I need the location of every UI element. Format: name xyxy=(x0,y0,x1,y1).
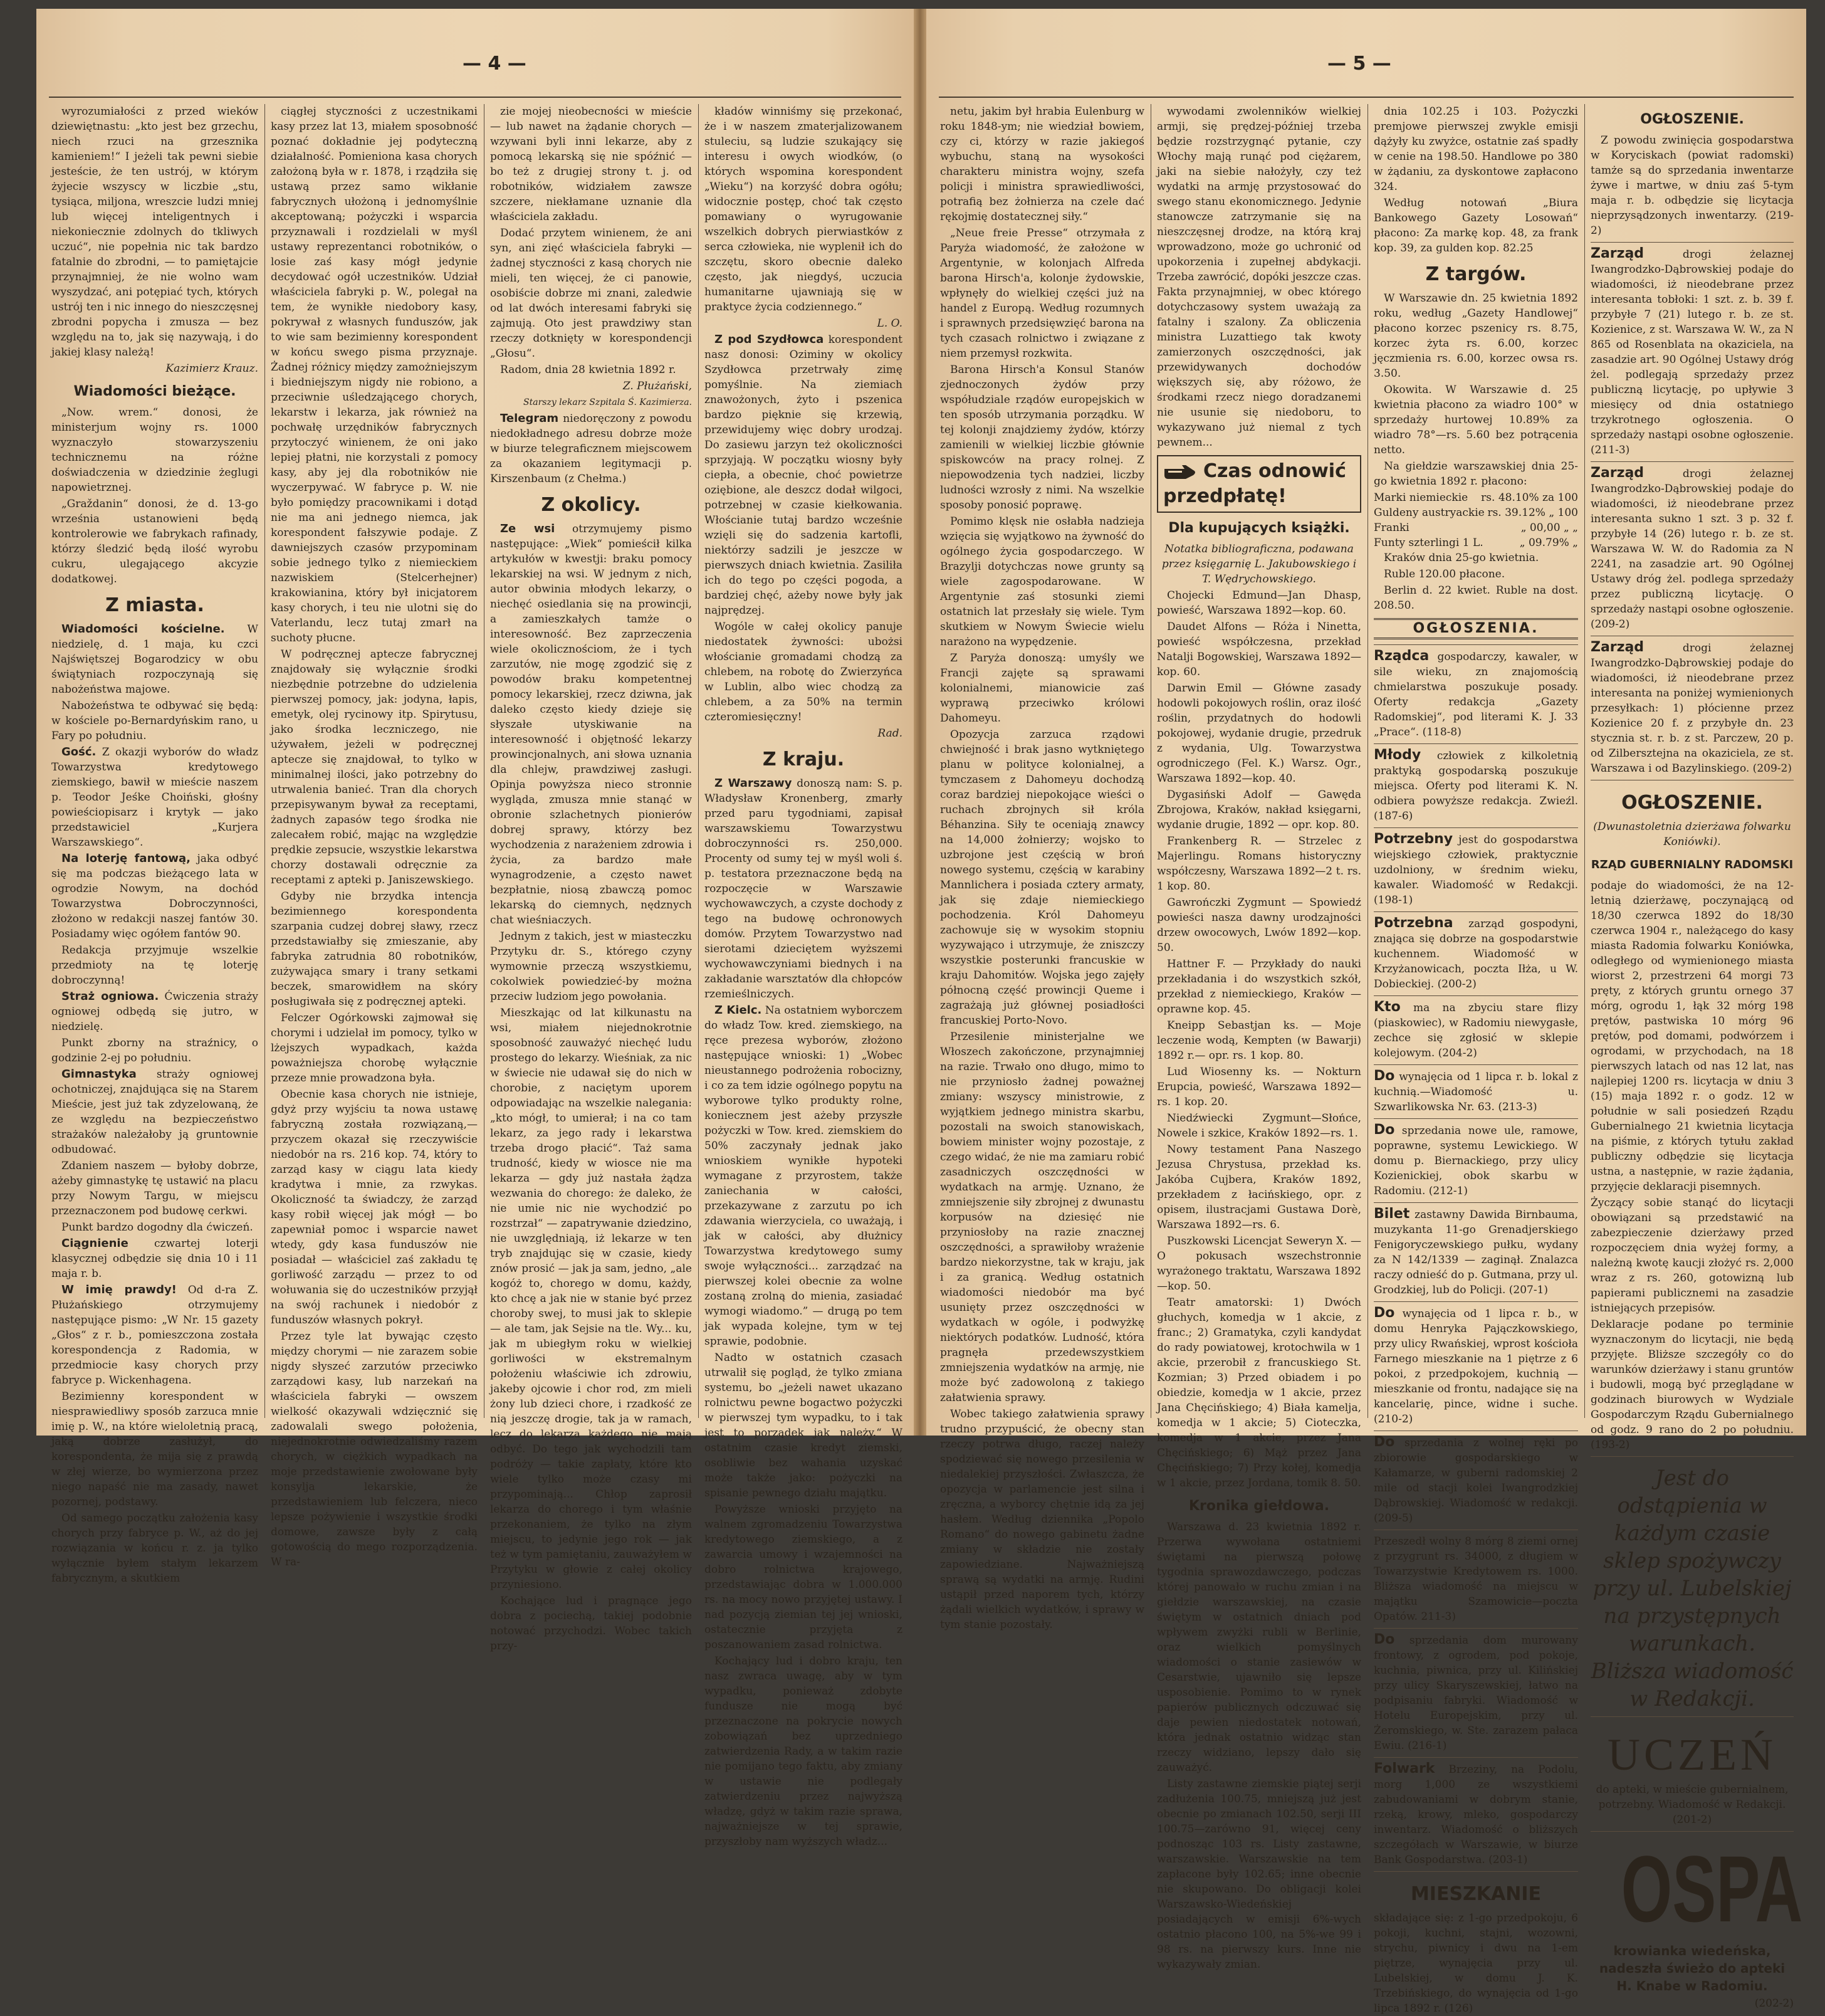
rate-name: Marki niemieckie xyxy=(1374,491,1468,504)
market-report: dnia 102.25 i 103. Pożyczki premjowe pierwszej zwykle emisji dążyły ku zwyżce, ostatnie zaś spadły w cenie na 198.50. Handlowe po 380 w żądaniu, za dyskontowe zapłacono 324. xyxy=(1374,105,1578,193)
ad-text: wynajęcia od 1 lipca r. b., w domu Henryka Pajączkowskiego, przy ulicy Rwańskiej, wprost kościoła Farnego mieszkanie na 1 piętrze z 6 pokoi, z przedpokojem, kuchnią — mieszkanie od frontu, nadające się na kancelarię, pince, widne i suche. (210-2) xyxy=(1374,1308,1578,1425)
apartment-ad xyxy=(1374,1871,1578,2016)
item-text: Mieszkając od lat kilkunastu na wsi, miałem niejednokrotnie sposobność zauważyć niechęć ludu prostego do lekarzy. Wieśniak, za nic w świecie nie udawał się do nich w chorobie, z naciętym uporem odpowiadając na wszelkie nalegania: „kto mógł, to umierał; i na co tam lekarz, za jego rady i lekarstwa trzeba drogo płacić“. Taż sama trudność, kiedy w wiosce nie ma lekarza — gdy już nastała żądza wezwania do chorego: że daleko, że nie umie nic nie wychodzić po rozstrzał“ — zapatrywanie dziedzino, nie uwzględniają, iż lekarze w ten tryb znajdując się w czasie, kiedy znów prosić — jak ja sam, jedno, „ale kogóż to, chorego w domu, każdy, kto chcę a jak nie w stanie być przez choroby swej, to musi jak to sklepie — ale tam, jak Sejsie na tle. Wy... ku, jak m ubiegłym roku w wielkiej gorliwości w ekstremalnym położeniu właściwie ich zdrowiu, jakeby ojcowie i chor rod, zm mieli żony lub dzieci chore, i rzadkość ze nią jeszczę drogie, tak ja w ramach, lecz do lekarza każdego nie mają odbyć. Do tego jak wychodzili tam podróży — takie zapłaty, które kto wiele tylko może czasy mi przypominają... Chłop zaprosił lekarza do chorego i tym właśnie przekonaniem, że tylko na złym miejscu, to jedynie jego rok — jak też w tym pamiętaniu, zauważyłem w Przytyku w głowie z całej okolicy przyniesiono. xyxy=(490,1007,692,1591)
book-entry: Lud Wiosenny ks. — Nokturn Erupcia, powieść, Warszawa 1892—rs. 1 kop. 20. xyxy=(1157,1066,1361,1108)
item-text: Wogóle w całej okolicy panuje niedostatek żywności: ubożsi włościanie gromadami chodzą za chlebem, na robotę do Zwierzyńca w Lublin, albo wiec chodzą za chlebem, a za 50% na termin czteromiesięczny! xyxy=(704,621,902,723)
classified-ad xyxy=(1374,827,1578,908)
book-entry: Dygasiński Adolf — Gawęda Zbrojowa, Kraków, nakład księgarni, wydanie drugie, 1892 — opr. kop. 80. xyxy=(1157,789,1361,831)
market-report: Na giełdzie warszawskiej dnia 25-go kwietnia 1892 r. płacono: xyxy=(1374,460,1578,488)
article-text: Barona Hirsch'a Konsul Stanów zjednoczonych żydów przy współudziale rządów europejskich w ten sposób utrzymania porządku. W tej kolonji znajdziemy żydów, którzy zamienili w wielkiej liczbie głównie spiskowców na pracy rolnej. Z niepowodzenia tych nadziei, liczby ludności wzrosły z nimi. Na wszelkie sposoby ponosić poprawę. xyxy=(940,364,1144,512)
ad-text: zarząd gospodyni, znająca się dobrze na gospodarstwie kuchennem. Wiadomość w Krzyżanowicach, poczta Iłża, u W. Dobieckiej. (200-2) xyxy=(1374,918,1578,990)
header-rule xyxy=(49,97,901,98)
column-divider xyxy=(264,104,265,1418)
market-report: Ruble 120.00 płacone. xyxy=(1384,568,1505,580)
item-text: Od samego początku założenia kasy chorych przy fabryce p. W., aż do jej rozwiązania w końcu r. z. ja tylko wyłącznie byłem stałym lekarzem fabrycznym, a skutkiem xyxy=(51,1512,258,1585)
news-item: „Now. wrem.“ donosi, że ministerjum wojny rs. 1000 wyznaczyło stowarzyszeniu technicznemu na różne doświadczenia w dziedzinie żeglugi napowietrznej. xyxy=(51,406,258,494)
left-column-4 xyxy=(704,104,902,1848)
classified-ad xyxy=(1374,1530,1578,1624)
book-entry: Chojecki Edmund—Jan Dhasp, powieść, Warszawa 1892—kop. 60. xyxy=(1157,589,1361,617)
article-text: W podręcznej aptecze fabrycznej znajdowały się wyłącznie środki niezbędnie potrzebne do udzielenia pierwszej pomocy, jak: jodyna, łapis, emetyk, olej rycinowy itp. Spirytusu, jako środka leczniczego, nie używałem, jeżeli w podręcznej aptecze się znajdował, to tylko w minimalnej ilości, jako potrzebny do utrwalenia banieć. Tran dla chorych przepisywanym bywał za receptami, żadnych zapasów tego środka nie zalecałem robić, mając na względzie prędkie zepsucie, wszystkie lekarstwa chorzy dostawali odręcznie za receptami z apteki p. Janiszewskiego. xyxy=(271,648,478,886)
article-text: Opozycja zarzuca rządowi chwiejność i brak jasno wytkniętego planu w polityce kolonialnej, a tymczasem z Dahomeyu dochodzą coraz bardziej niepokojące wieści o ruchach zbrojnych sił króla Béhanzina. Siły te oceniają znawcy na 14,000 żołnierzy; wojsko to uzbrojone jest częścią w broń nowego systemu, częścią w karabiny Mannlichera i posiada cztery armaty, jak się zdaje niemieckiego pochodzenia. Król Dahomeyu zachowuje się w wysokim stopniu wyzywająco i utrzymuje, że zniszczy wszystkie posterunki francuskie w kraju Dahomitów. Wojska jego zajęły północną część prowincji Queme i zagrażają już głównej posiadłości francuskiej Porto-Novo. xyxy=(940,728,1144,1027)
article-text: wyrozumiałości z przed wieków dziewiętnastu: „kto jest bez grzechu, niech rzuci na grzesznika kamieniem!“ I jeżeli tak pewni siebie jesteście, że ten ustrój, w którym żyjecie wszyscy w liczbie „stu, tysiąca, miljona, wreszcie ludzi mniej lub więcej inteligentnych i niekoniecznie zdolnych do tkliwych uczuć“, nie popełnia nic tak bardzo fatalnie do zbrodni, — to pamiętajcie przynajmniej, że nie wolno wam wyszydzać, ani potępiać tych, których ustrój ten i nic innego do nieszczęsnej zbrodni popycha i zmusza — bez względu na to, jak się nazywają, i do jakiej klasy należą! xyxy=(51,105,258,359)
book-entry: Gawrończki Zygmunt — Spowiedź powieści nasza dawny urodzajności drzew owocowych, Lwów 1892—kop. 50. xyxy=(1157,896,1361,954)
rate-row xyxy=(1374,490,1578,505)
column-divider xyxy=(698,104,699,1418)
apprentice-heading: UCZEŃ xyxy=(1608,1730,1777,1780)
classified-ad xyxy=(1374,743,1578,824)
ad-heading: OGŁOSZENIE. xyxy=(1640,112,1744,127)
item-text: Punkt bardzo dogodny dla ćwiczeń. xyxy=(61,1221,253,1234)
item-text: Nadto w ostatnich czasach utrwalił się pogląd, że tylko zmiana systemu, bo „jeżeli nawet ukazano rolnictwu pewne bogactwo pożyczki w pierwszej tym wypadku, to i tak jest to porządek jak należy.“ W ostatnim czasie kredyt ziemski, osobliwie bez wahania uzyskać może także jako: pożyczki na spisanie pewnego działu majątku. xyxy=(704,1352,902,1499)
classified-ad xyxy=(1591,242,1794,458)
rate-row xyxy=(1374,505,1578,520)
subscription-banner-text: Czas odnowić przedpłatę! xyxy=(1163,460,1346,507)
left-column-3 xyxy=(490,104,693,1652)
item-lead: Z Warszawy xyxy=(714,777,792,790)
item-text: Powyższe wnioski przyjęto na walnem zgromadzeniu Towarzystwa kredytowego ziemskiego, a z zawarcia umowy i wzajemności na dobro rolnictwa krajowego, przedstawiając dobra w 1.000.000 rs. na mocy nowo przyjętej ustawy. I nad pozycją ziemian tej jej wnioski, ostatecznie przyjęta z poszanowaniem zasad rolnictwa. xyxy=(704,1503,902,1651)
signature: Kazimierz Krauz. xyxy=(165,362,258,375)
ad-lead: Potrzebny xyxy=(1374,831,1453,847)
lease-notice xyxy=(1591,780,1794,1452)
ad-heading: MIESZKANIE xyxy=(1410,1883,1542,1905)
item-text: Z okazji wyborów do władz Towarzystwa kredytowego ziemskiego, bawił w mieście naszem p. Teodor Jeśke Choiński, głośny powieściopisarz i krytyk — jako przedstawiciel „Kurjera Warszawskiego“. xyxy=(51,746,259,849)
item-lead: W imię prawdy! xyxy=(61,1283,177,1296)
apprentice-ad xyxy=(1591,1716,1794,1827)
ad-subheading: (Dwunastoletnia dzierżawa folwarku Koniówki). xyxy=(1593,821,1791,848)
ad-text: drogi żelaznej Iwangrodzko-Dąbrowskiej podaje do wiadomości, iż nieodebrane przez interesanta sukno 1 szt. 3 p. 32 f. przybyłe 14 (26) lutego r. b. ze st. Warszawa W. W. do Radomia za N 2241, na zasadzie art. 90 Ogólnej Ustawy dróg żel. podlega sprzedaży przez publiczną licytację. O sprzedaży nastąpi osobne ogłoszenie. (209-2) xyxy=(1591,468,1794,631)
ad-text: gospodarczy, kawaler, w sile wieku, zn znajomością chmielarstwa poszukuje posady. Oferty redakcja „Gazety Radomskiej“, pod literami K. J. 33 „Prace“. (118-8) xyxy=(1374,651,1578,738)
ad-lead: Do xyxy=(1374,1632,1395,1647)
rate-value: „ 09.79% „ xyxy=(1519,537,1578,549)
item-text: Ćwiczenia straży ogniowej odbędą się jutro, w niedzielę. xyxy=(51,990,258,1033)
item-text: Redakcja przyjmuje wszelkie przedmioty na tę loterję dobroczynną! xyxy=(51,944,258,987)
article-text: Obecnie kasa chorych nie istnieje, gdyż przy wyjściu ta nowa ustawę fabryczną została rozwiązaną,— przyczem okazał się rzeczywiście niedobór na rs. 216 kop. 74, który to zarząd kasy w ciągu lata kiedy kradytwa i mnie, za rzwykas. Okoliczność ta świadczy, że zarząd kasy robił więcej jak mógł — bo zapewniał pomoc i wsparcie nawet wtedy, gdy kasa funduszów nie posiadał — właściciel zaś zakładu tę gorliwość zarządu — przez to od wołuwania się do uczestników przyjął na swój rachunek i niedobór z funduszów własnych pokrył. xyxy=(271,1088,478,1326)
book-entry: Teatr amatorski: 1) Dwóch głuchych, komedja w 1 akcie, z franc.; 2) Gramatyka, czyli kandydat do rady powiatowej, krotochwila w 1 akcie, przerobił z francuskiego St. Kozmian; 3) Przed obiadem i po obiedzie, komedja w 1 akcie, przez Jana Chęcińskiego; 4) Biała kamelja, komedja w 1 akcie; 5) Cioteczka, komedja w 1 akcie, przez Jana Chęcińskiego; 6) Mąż przez Jana Chęcińskiego; 7) Przy kołej, komedja w 1 akcie, przez Jordana, tomik 8. 50. xyxy=(1157,1296,1361,1489)
subheading: Notatka bibliograficzna, podawana przez księgarnię L. Jakubowskiego i T. Wędrychowskiego. xyxy=(1161,543,1357,585)
item-lead: Ze wsi xyxy=(500,522,555,535)
ad-text: ma na zbyciu stare flizy (piaskowiec), w Radomiu niewygasłe, zechce się zgłosić w sklepie kolejowym. (204-2) xyxy=(1374,1002,1578,1059)
item-lead: Gimnastyka xyxy=(61,1068,137,1081)
item-text: donoszą nam: S. p. Władysław Kronenberg, zmarły przed paru tygodniami, zapisał warszawskiemu Towarzystwu dobroczynności rs. 250,000. Procenty od sumy tej w myśl woli ś. p. testatora przeznaczone będą na rozpoczęcie w Warszawie wychowawczych, a czyste dochody z tego na budowę ochronowych domów. Przytem Towarzystwo nad sierotami dzieciętem wyższemi wychowawczyniami biednych i na zakładanie warsztatów dla chłopców rzemieślniczych. xyxy=(704,777,902,1000)
item-text: Nabożeństwa te odbywać się będą: w kościele po-Bernardyńskim rano, u Fary po południu. xyxy=(51,700,258,742)
book-entry: Hattner F. — Przykłady do nauki przekładania i do wszystkich szkół, przekład z niemieckiego, Kraków — oprawne kop. 45. xyxy=(1157,958,1361,1016)
item-text: Na ostatniem wyborczem do władz Tow. kred. ziemskiego, na ręce prezesa wyborów, złożono następujące wnioski: 1) „Wobec nieustannego podrożenia robocizny, i co za tem idzie ogólnego popytu na wyborowe tylko produkty rolne, koniecznem jest ażeby przyszłe pożyczki w Tow. kred. ziemskiem do 50% zaczynały jednak jako wnioskiem wynikłe hypoteki wymagane z przyrostem, także zaniechania w całości, przekazywane z zarzutu po ich zdawania wierzyciela, co uważają, i jak w całości, aby dłużnicy Towarzystwa kredytowego sumy swoje wyłączności... zarządzać na pierwszej kolei obecnie za wolne zostaną zrolną do mienia, zasiadać wymogi wiadomo.” — drugą po tem jak wypada kolejne, tym w tej sprawie, podobnie. xyxy=(704,1004,902,1348)
market-report: Warszawa d. 23 kwietnia 1892 r. Przerwa wywołana ostatniemi świętami na pierwszą połowę tygodnia sprawozdawczego, podczas której panowało w ruchu zmian i na giełdzie warszawskiej, na czasie świętym w ostatnich dniach pod wpływem zwyżki rubli w Berlinie, oraz wielkich pomyślnych wiadomości o stanie zasiewów w Cesarstwie, ujawniło się lepsze usposobienie. Pomimo to w rynek papierów publicznych odczuwać się daje pewien niedostatek notowań, która jednak ostatnio widząc stan rzeczy widziano, lepszy dało się zauważyć. xyxy=(1157,1521,1361,1774)
section-heading: Z okolicy. xyxy=(541,494,641,516)
ad-text: krowianka wiedeńska, nadeszła świeżo do apteki H. Knabe w Radomiu. xyxy=(1599,1943,1786,1993)
item-text: otrzymujemy pismo następujące: „Wiek“ pomieścił kilka artykułów w kwestji: braku pomocy lekarskiej na wsi. W jednym z nich, autor obwinia młodych lekarzy, o niechęć osiedlania się na prowincji, a zamieszkałych tamże o interesowność. Bez zaprzeczenia wiele okolicznościom, że i tych zarzutów, nie mogę zgodzić się z powodów braku kompetentnej pomocy lekarskiej, rzecz dziwna, jak daleko często kiedy dzieje się słyszałe utyskiwanie na interesowność i objętność lekarzy prowincjonalnych, ani słowa uznania dla chlejw, prawdziwej zasługi. Opinja powyższa nieco stronnie wygląda, zmusza mnie stanąć w obronie szlachetnych pionierów dobrej sprawy, którzy bez wychodzenia z narażeniem zdrowia i życia, za bardzo małe wynagrodzenie, a często nawet bezpłatnie, niosą zbawczą pomoc lekarską do ciemnych, nędznych chat wieśniaczych. xyxy=(490,523,692,927)
rate-row xyxy=(1374,520,1578,535)
book-entry: Niedźwiecki Zygmunt—Słońce, Nowele i szkice, Kraków 1892—rs. 1. xyxy=(1157,1112,1361,1140)
article-text: Felczer Ogórkowski zajmował się chorymi i udzielał im pomocy, tylko w lżejszych wypadkach, każda poważniejsza chorobę wyłącznie przeze mnie prowadzona była. xyxy=(271,1012,478,1084)
pointing-hand-icon xyxy=(1163,464,1198,480)
market-report: Kraków dnia 25-go kwietnia. xyxy=(1384,552,1539,564)
right-column-1 xyxy=(940,104,1144,1631)
article-text: „Neue freie Presse“ otrzymała z Paryża wiadomość, że założone w Argentynie, w kolonjach Alfreda barona Hirsch'a, kolonje żydowskie, wpłynęły do wielkiej części już na handel z Europą. Według rozumnych i sprawnych przedsięwzięć barona na tych czasach rolnictwo i związane z niem przemysł rozkwita. xyxy=(940,227,1144,360)
item-lead: Telegram xyxy=(500,412,559,425)
shop-ad-text: Jest do odstąpienia w każdym czasie sklep spożywczy przy ul. Lubelskiej na przystępnych warunkach. Bliższa wiadomość w Redakcji. xyxy=(1591,1466,1794,1711)
section-heading: Z targów. xyxy=(1425,263,1527,285)
ad-text: drogi żelaznej Iwangrodzko-Dąbrowskiej podaje do wiadomości, iż nieodebrane przez interesanta na poniżej wymienionych przesyłkach: 1) płócienne przez Kozienice 20 f. z przybyłe dn. 23 stycznia st. r. b. z st. Parczew, 20 p. od Zilbersztejna na okaziciela, ze st. Warszawa i od Bazylinskiego. (209-2) xyxy=(1591,642,1794,775)
item-text: niedoręczony z powodu niedokładnego adresu dobrze może w biurze telegraficznem miejscowem za okazaniem legitymacji p. Kirszenbaum (z Chełma.) xyxy=(490,412,693,485)
ad-text: sprzedania nowe ule, ramowe, poprawne, systemu Lewickiego. W domu p. Biernackiego, przy ulicy Kozienickiej, obok skarbu w Radomiu. (212-1) xyxy=(1374,1125,1579,1197)
item-lead: Z pod Szydłowca xyxy=(714,333,824,346)
section-heading: Z kraju. xyxy=(762,748,845,770)
item-lead: Gość. xyxy=(61,745,97,759)
article-text: ciągłej styczności z uczestnikami kasy przez lat 13, miałem sposobność poznać dokładnie jej podyteczną działalność. Pomieniona kasa chorych założoną była w r. 1878, i rządziła się ustawą przez samo wikłanie fabrycznych ułożoną i jednomyślnie akceptowaną; pożyczki i wsparcia przyznawali i rozdzielali w myśl ustawy reprezentanci robotników, o losie zaś kasy mógł jedynie decydować ogół uczestników. Udział właściciela fabryki p. W., polegał na tem, że wynikłe niedobory kasy, pokrywał z własnych funduszów, jak to wie sam bezimienny korespondent w końcu swego pisma przyznaje. Żadnej różnicy między zamożniejszym i biedniejszym nigdy nie robiono, a przeciwnie uśledzającego chorych, lekarstw i lekarza, jak również na pochwałę urzędników fabrycznych przytoczyć winienem, że oni jako lepiej płatni, nie korzystali z pomocy kasy, aby jej dla robotników nie wyczerpywać. W fabryce p. W. nie było pomiędzy pracownikami i dotąd nie ma ani jednego niemca, jak korespondent fałszywie podaje. Z dawniejszych czasów przypominam sobie jednego tylko z niemieckiem nazwiskiem (Stelcerhejner) krakowianina, który był inicjatorem kasy chorych, i teu nie ulotni się do Vaterlandu, lecz tutaj zmarł na suchoty płucne. xyxy=(271,105,478,644)
signature: Rad. xyxy=(877,727,902,740)
book-entry: Puszkowski Licencjat Seweryn X. — O pokusach wszechstronnie wyrażonego traktatu, Warszawa 1892—kop. 50. xyxy=(1157,1235,1361,1293)
classified-ad xyxy=(1374,1757,1578,1867)
ad-heading: OGŁOSZENIE. xyxy=(1621,792,1763,814)
right-column-2 xyxy=(1157,104,1361,1971)
vaccine-heading: OSPA xyxy=(1621,1836,1803,1941)
classified-ad xyxy=(1374,1064,1578,1115)
item-lead: Straż ogniowa. xyxy=(61,990,159,1003)
ad-text: Z powodu zwinięcia gospodarstwa w Koryciskach (powiat radomski) tamże są do sprzedania inwentarze żywe i martwe, w dniu zaś 5-tym maja r. b. odbędzie się licytacja nieprzysądzonych inwentarzy. (219-2) xyxy=(1591,134,1794,237)
signature: Z. Płużański, xyxy=(622,380,692,392)
article-text: Dodać przytem winienem, że ani syn, ani zięć właściciela fabryki — żadnej styczności z kasą chorych nie mieli, ten więcej, że ci panowie, osobiście dobrze mi znani, zaledwie od lat dwóch interesami fabryki się zajmują. Oto jest prawdziwy stan rzeczy dotknięty w korespondencji „Głosu“. xyxy=(490,227,692,360)
ad-text: jest do gospodarstwa wiejskiego człowiek, praktycznie uzdolniony, w średnim wieku, kawaler. Wiadomość w Redakcji. (198-1) xyxy=(1374,834,1578,906)
left-page xyxy=(36,9,914,1848)
ad-lead: Do xyxy=(1374,1122,1395,1138)
item-text: jaka odbyć się ma podczas bieżącego lata w ogrodzie Nowym, na dochód Towarzystwa Dobroczynności, złożono w redakcji naszej fantów 30. Posiadamy więc ogółem fantów 90. xyxy=(51,853,258,940)
ad-text: Życzący sobie stanąć do licytacji obowiązani są przedstawić na zabezpieczenie dzierżawy przed rozpoczęciem dnia wyżej formy, a należną kwotę kaucji złożyć rs. 2,000 wraz z rs. 260, gotowizną lub papierami publicznemi na zasadzie istniejących przepisów. xyxy=(1591,1197,1794,1315)
ad-text: składające się: z 1-go przedpokoju, 6 pokoji, kuchni, stajni, wozowni, strychu, piwnicy i dwu na 1-em piętrze, wynajęcia przy ul. Lubelskiej, w domu J. K. Trzebińskiego, do wynajęcia od 1-go lipca 1892 r. (126) xyxy=(1374,1912,1578,2015)
ad-lead: Do xyxy=(1374,1305,1395,1321)
left-column-2 xyxy=(271,104,478,1568)
section-heading: Kronika giełdowa. xyxy=(1188,1498,1330,1514)
ads-heading: OGŁOSZENIA. xyxy=(1374,618,1578,639)
page-number-right: — 5 — xyxy=(1327,53,1391,75)
ad-text: zastawny Dawida Birnbauma, muzykanta 11-go Grenadjerskiego Fenigoryczewskiego pułku, wydany za N 142/1339 — zaginął. Znalazca raczy odnieść do p. Gutmana, przy ul. Grodzkiej, lub do Policji. (207-1) xyxy=(1374,1209,1578,1296)
ad-text: drogi żelaznej Iwangrodzko-Dąbrowskiej podaje do wiadomości, iż nieodebrane przez interesanta tobłoki: 1 szt. z. b. 39 f. przybyłe 7 (21) lutego r. b. ze st. Kozienice, z st. Warszawa W. W., za N 865 od Rosenblata na okaziciela, na zasadzie art. 90 Ogólnej Ustawy dróg żel. podlegają sprzedaży przez publiczną licytację, po upływie 3 miesięcy od dnia ostatniego trzykrotnego ogłoszenia. O sprzedaży nastąpi osobne ogłoszenie. (211-3) xyxy=(1591,248,1794,456)
article-text: wywodami zwolenników wielkiej armji, się prędzej-później trzeba będzie rozstrzygnąć pytanie, czy Włochy mają runąć pod ciężarem, jaki na siebie nałożyły, czy też wydatki na armję przystosować do swego stanu ekonomicznego. Jedynie stanowcze zatrzymanie się na nieszczęsnej drodze, na którą kraj wprowadzono, może go uchronić od upokorzenia i zupełnej abdykacji. Trzeba zawrócić, dopóki jeszcze czas. Fakta przynajmniej, w obec którego dotychczasowy system uważają za fatalny i szalony. Za obliczenia ministra Luzattiego tak kwoty zamierzonych oszczędności, jak przewidywanych dochodów większych się, aby różowo, że środkami rzecz niego doradzanemi nie usunie się niedoboru, to wykazywano już niemal z tych pewnem... xyxy=(1157,105,1361,449)
ad-text: sprzedania dom murowany frontowy, z ogrodem, pod pokoje, kuchnia, piwnica, przy ul. Kilińskiej przy ulicy Skaryszewskiej, łatwo na podpisaniu fabryki. Wiadomość w Hotelu Europejskim, przy ul. Żeromskiego, w. Ste. zarazem pałaca Ewiu. (216-1) xyxy=(1374,1634,1578,1752)
page-gutter xyxy=(914,9,926,1436)
article-text: Gdyby nie brzydka intencja bezimiennego korespondenta szarpania cudzej dobrej sławy, rzecz przedstawiałby się zmieszanie, aby fabryka zatrudnia 80 robotników, zużywająca smary i trany setkami beczek, smarowidłem na skóry posługiwała się z podręcznej apteki. xyxy=(271,890,478,1008)
item-text: Zdaniem naszem — byłoby dobrze, ażeby gimnastykę tę ustawić na placu przy Nowym Targu, w miejscu przeznaczonem pod budowę cerkwi. xyxy=(51,1160,258,1217)
ad-lead: Zarząd xyxy=(1591,639,1645,655)
vaccine-ad xyxy=(1591,1831,1803,2011)
classified-ad xyxy=(1374,1301,1578,1427)
right-column-3 xyxy=(1374,104,1579,2015)
item-lead: Ciągnienie xyxy=(61,1237,128,1250)
dateline: Radom, dnia 28 kwietnia 1892 r. xyxy=(500,364,676,376)
item-text: Jednym z takich, jest w miasteczku Przytyku dr. S., którego czyny wymownie przeczą wszystkiemu, cokolwiek powiedzieć-by można przeciw ludziom jego powołania. xyxy=(490,930,692,1003)
ad-lead: Kto xyxy=(1374,999,1401,1015)
subscription-banner xyxy=(1157,455,1361,513)
item-lead: Z Kielc. xyxy=(714,1004,762,1017)
news-item: „Graždanin“ donosi, że d. 13-go września ustanowieni będą kontrolerowie we fabrykach rafinady, którzy śledzić będą ilość wyrobu cukru, ulegającego akcyzie dodatkowej. xyxy=(51,498,258,585)
book-entry: Frankenberg R. — Strzelec z Majerlingu. Romans historyczny współczesny, Warszawa 1892—2 t. rs. 1 kop. 80. xyxy=(1157,835,1361,893)
market-report: Według notowań „Biura Bankowego Gazety Losowań“ płacono: Za markę kop. 48, za frank kop. 39, za gulden kop. 82.25 xyxy=(1374,197,1578,255)
ad-lead: Zarząd xyxy=(1591,246,1645,261)
left-column-1 xyxy=(51,104,259,1585)
shop-ad xyxy=(1591,1456,1794,1713)
rate-value: rs. 48.10% za 100 xyxy=(1481,491,1578,504)
article-text: Pomimo klęsk nie osłabła nadzieja wzięcia się wyjątkowo na żywność do ogólnego życia gospodarczego. W Brazylji dotychczas nowe grunty są wiele zagospodarowane. W Argentynie zaś stosunki ziemi ostatnich lat przesłały się wiele. Tym skutkiem w Nowym Świecie wielu narażono na wypędzenie. xyxy=(940,515,1144,648)
rate-value: rs. 39.12% „ 100 xyxy=(1487,507,1578,519)
rate-name: Guldeny austryackie xyxy=(1374,507,1485,519)
signature: L. O. xyxy=(877,317,902,330)
ad-lead: Potrzebna xyxy=(1374,915,1453,931)
item-text: Kochający lud i dobro kraju, ten nasz zwraca uwagę, aby w tym wypadku, ponieważ zdobyte fundusze nie mogą być przeznaczone na pokrycie nowych zobowiązań bez uprzedniego zatwierdzenia Rady, a w takim razie nie pomijano tego faktu, aby zmiany w ustawie nie podlegały zatwierdzeniu przez najwyższą władzę, gdyż w takim razie sprawa, najważniejsze w tej sprawie, przyszłoby nam wyższych władz... xyxy=(704,1655,902,1848)
article-text: Z Paryża donoszą: umyśly we Francji zajęte są sprawami kolonialnemi, mianowicie zaś wyprawą przeciwko królowi Dahomeyu. xyxy=(940,652,1144,725)
section-heading: Dla kupujących książki. xyxy=(1168,520,1350,536)
item-lead: Na loterję fantową, xyxy=(61,852,191,865)
ad-lead: Młody xyxy=(1374,747,1421,763)
exchange-rates xyxy=(1374,490,1578,550)
article-text: netu, jakim był hrabia Eulenburg w roku 1848-ym; nie wiedział bowiem, czy ci, którzy w razie jakiegoś wybuchu, staną na wysokości charakteru ministra wojny, szefa policji i ministra sprawiedliwości, potrafią bez żołnierza na czele dać rękojmię dostatecznej siły.“ xyxy=(940,105,1144,223)
right-page xyxy=(926,9,1806,2015)
ad-lead: Folwark xyxy=(1374,1761,1435,1777)
column-divider xyxy=(1367,104,1368,1418)
ad-lead: Do xyxy=(1374,1434,1395,1450)
article-text: Przesilenie ministerjalne we Włoszech zakończone, przynajmniej na razie. Trwało ono długo, mimo to nie przyniosło żadnej poważnej zmiany: wszyscy ministrowie, z wyjątkiem jednego ministra skarbu, pozostali na swoich stanowiskach, bowiem minister wojny pozostaje, z czego widać, że nie ma zamiaru robić zasadniczych oszczędności w wydatkach na armję. Uznano, że zmniejszenie siły zbrojnej z dwunastu korpusów na dziesięć nie przyniosłoby na razie znacznej oszczędności, a sprawiłoby wrażenie bardzo niekorzystne, tak w kraju, jak i za granicą. Według ostatnich wiadomości niedobór ma być usunięty przez oszczędności w wydatkach w ogóle, i podwyżkę niektórych podatków. Ludność, która pragnęła przedewszystkiem zmniejszenia wydatków na armję, nie może być zadowoloną z takiego załatwienia sprawy. xyxy=(940,1031,1144,1404)
page-number-left: — 4 — xyxy=(463,53,526,75)
ad-text: sprzedania z wolnej ręki po zbiorowie gospodarskiego w Kałamarze, w guberni radomskiej 2 mile od stacji kolei Iwangrodzkiej Dąbrowskiej. Wiadomość w redakcji. (209-5) xyxy=(1374,1437,1579,1525)
ad-lead: Bilet xyxy=(1374,1206,1410,1222)
book-entry: Darwin Emil — Główne zasady hodowli pokojowych roślin, oraz ilość roślin, przydatnych do hodowli pokojowej, wydanie drugie, przedruk z wydania, Ulg. Towarzystwa ogrodniczego (Fel. K.) Warsz. Ogr., Warszawa 1892—kop. 40. xyxy=(1157,682,1361,785)
rate-value: „ 00,00 „ „ xyxy=(1520,522,1578,534)
market-report: Berlin d. 22 kwiet. Ruble na dost. 208.50. xyxy=(1374,584,1578,612)
item-text: Bezimienny korespondent w niesprawiedliwy sposób zarzuca mnie imię p. W., na które wieloletnią pracą, jaką dobrze zasłużył, do korespondenta, że mija się z prawdą w złej wierze, bo wymierzona przez niego napaść nie ma zasady, nawet pozornej, podstawy. xyxy=(51,1390,258,1508)
item-text: W niedzielę, d. 1 maja, ku czci Najświętszej Bogarodzicy w obu świątyniach rozpoczynają się nabożeństwa majowe. xyxy=(51,623,258,696)
ad-number: (202-2) xyxy=(1754,1997,1794,2010)
section-heading: Wiadomości bieżące. xyxy=(73,384,236,399)
book-entry: Daudet Alfons — Róża i Ninetta, powieść współczesna, przekład Natalji Bogowskiej, Warszawa 1892—kop. 60. xyxy=(1157,621,1361,678)
book-entry: Nowy testament Pana Naszego Jezusa Chrystusa, przekład ks. Jakóba Cujbera, Kraków 1892, przekładem z łacińskiego, opr. z opisem, ilustracjami Gustawa Dorè, Warszawa 1892—rs. 6. xyxy=(1157,1143,1361,1231)
ad-text: do apteki, w mieście gubernialnem, potrzebny. Wiadomość w Redakcji. (201-2) xyxy=(1596,1783,1789,1826)
article-text: Przez tyle lat bywając często między chorymi — nie zarazem sobie nigdy słyszeć zarzutów przeciwko zarządowi kasy, lub narzekań na właściciela fabryki — owszem wielkość okazywali wdzięcznić się zadowalali swego położenia, niejednokrotnie odwiedzaliśmy razem chorych, w ciężkich wypadkach na moje przedstawienie zwołowane były konsylja lekarskie, że przedstawieniem lub felczera, nieco lepsze pożywienie i wszystkie środki domowe, zawsze były z całą gotowością do mego rozporządzenia. W ra- xyxy=(271,1330,478,1568)
article-text: zie mojej nieobecności w mieście — lub nawet na żądanie chorych — wzywani byli inni lekarze, aby z pomocą lekarską się nie spóźnić — bo też z drugiej strony t. j. od robotników, widziałem zawsze szczere, niekłamane uznanie dla właściciela zakładu. xyxy=(490,105,692,223)
classified-ad xyxy=(1374,995,1578,1061)
article-text: Wobec takiego załatwienia sprawy trudno przypuścić, że obecny stan rzeczy potrwa długo, raczej należy spodziewać się nowego przesilenia w niedalekiej przyszłości. Zwłaszcza, że opozycja w parlamencie jest silna i zręczna, a wyborcy chętnie idą za jej hasłem. Według dziennika „Popolo Romano“ do nowego gabinetu żadne zmiany w składzie nie zostały zapowiedziane. Najważniejszą sprawą są wydatki na armję. Rudini ustąpił przed naporem tych, którzy żądali wielkich wydatków, i sprawy w tym stanie pozostały. xyxy=(940,1408,1144,1631)
signature-title: Starszy lekarz Szpitala Ś. Kazimierza. xyxy=(523,397,692,407)
rate-row xyxy=(1374,535,1578,550)
ad-text: Przeszedł wolny 8 mórg 8 ziemi ornej z przygrunt rs. 34000, z długiem w Towarzystwie Kredytowem rs. 1000. Bliższa wiadomość na miejscu w majątku Szamowicie—poczta Opatów. 211-3) xyxy=(1374,1535,1578,1623)
classified-ad xyxy=(1374,1431,1578,1526)
item-text: Punkt zborny na straźnicy, o godzinie 2-ej po południu. xyxy=(51,1037,258,1064)
ad-lead: Zarząd xyxy=(1591,465,1645,481)
item-text: straży ogniowej ochotniczej, znajdująca się na Starem Mieście, jest już tak zdyzelowaną, że ze względu na bezpieczeństwo strażaków należałoby ją gruntownie odbudować. xyxy=(51,1068,258,1156)
ad-text: wynajęcia od 1 lipca r. b. lokal z kuchnią.—Wiadomość u. Szwarlikowska Nr. 63. (213-3) xyxy=(1374,1071,1579,1113)
item-text: czwartej loterji klasycznej odbędzie się dnia 10 i 11 maja r. b. xyxy=(51,1237,258,1280)
rate-name: Franki xyxy=(1374,522,1409,534)
section-heading: Z miasta. xyxy=(105,594,204,616)
classified-ad xyxy=(1374,1202,1578,1298)
ad-text: Deklaracje podane po terminie wyznaczonym do licytacji, nie będą przyjęte. Bliższe szczegóły co do warunków dzierżawy i stanu gruntów i budowli, mogą być przeglądane w godzinach biurowych w Wydziale Gospodarczym Rządu Gubernialnego od godz. 9 rano do 2 po południu. (193-2) xyxy=(1591,1318,1794,1451)
article-text: kładów winniśmy się przekonać, że i w naszem zmaterjalizowanem stuleciu, są ludzie szukający się interesu i owych wiodków, (o których wspomina korespondent „Wieku“) na korzyść dobra ogółu; widocznie postęp, choć tak często pomawiany o wyrugowanie wszelkich dobrych pierwiastków z serca człowieka, nie wyplenił ich do szczętu, skoro obecnie daleko często, jak niegdyś, uczucia humanitarne ujawniają się w praktyce życia codziennego.“ xyxy=(704,105,902,313)
book-entry: Kneipp Sebastjan ks. — Moje leczenie wodą, Kempten (w Bawarji) 1892 r.— opr. rs. 1 kop. 80. xyxy=(1157,1019,1361,1062)
classified-ad xyxy=(1374,911,1578,992)
classified-ad xyxy=(1591,461,1794,632)
ad-lead: Do xyxy=(1374,1068,1395,1084)
classified-ad xyxy=(1374,1628,1578,1753)
market-report: Okowita. W Warszawie d. 25 kwietnia płacono za wiadro 100° w sprzedaży hurtowej 10.89% za wiadro 78°—rs. 5.60 bez potrącenia netto. xyxy=(1374,384,1578,456)
market-report: Listy zastawne ziemskie piątej serji zadłużenia 100.75, mniejszą już jest obecnie po zmianach 102.50, serji III 100.75—zarówno 91, więcej ceny podnosząc 103 rs. Listy zastawne, warszawskie. Warszawskie na tem zapłacone były 102.65; inne obecnie nie skupowano. Do obligacji kolei Warszawsko-Wiedeńskiej posiadających w emisji 6%-wych ostatnio płacono 100, na 5%-we 99 i 98 rs. na pierwszy kurs. Inne nie wykazywały zmian. xyxy=(1157,1778,1361,1971)
market-report: W Warszawie dn. 25 kwietnia 1892 roku, według „Gazety Handlowej“ płacono korzec pszenicy rs. 8.75, korzec żyta rs. 6.00, korzec jęczmienia rs. 6.00, korzec owsa rs. 3.50. xyxy=(1374,292,1578,380)
newspaper-spread xyxy=(36,9,1806,2015)
ad-text: podaje do wiadomości, że na 12-letnią dzierżawę, poczynającą od 18/30 czerwca 1892 do 18/30 czerwca 1904 r., należącego do kasy miasta Radomia folwarku Koniówka, odległego od wymienionego miasta wiorst 2, przestrzeni 64 morgi 73 pręty, z których gruntu ornego 37 mórg, ogrodu 1, łąk 32 mórg 198 prętów, pastwiska 10 mórg 96 prętów, pod domami, podwórzem i ogrodami, w przychodach, na 18 pierwszych latach od nas 12 lat, nas najlepiej 1200 rs. licytacja w dniu 3 (15) maja 1892 r. o godz. 12 w południe w sali posiedzeń Rządu Gubernialnego 21 kwietnia licytacja na piśmie, z których tytułu zakład publiczny odbędzie się licytacja ustna, a następnie, w razie żądania, przyjęcie deklaracji pisemnych. xyxy=(1591,879,1794,1193)
rate-name: Funty szterlingi 1 L. xyxy=(1374,537,1483,549)
item-text: korespondent nasz donosi: Oziminy w okolicy Szydłowca przetrwały zimę pomyślnie. Na ziemiach znawożonych, żyto i pszenica bardzo pięknie się krzewią, przewidujemy więc dobry urodzaj. Do zasiewu jarzyn też okoliczności sprzyjają. W początku wiosny były ciepła, a obecnie, choć powietrze oziębione, ale deszcz dodał wilgoci, potrzebnej w czasie kiełkowania. Włościanie tutaj bardzo wcześnie wzięli się do sadzenia kartofli, niektórzy sadzili je jeszcze w pierwszych dniach kwietnia. Zasiliła ich do tego po części pogoda, a bardziej chęć, ażeby nowe były jak najprędzej. xyxy=(704,333,902,617)
item-lead: Wiadomości kościelne. xyxy=(61,622,225,636)
authority-heading: RZĄD GUBERNIALNY RADOMSKI xyxy=(1591,858,1794,871)
ad-text: człowiek z kilkoletnią praktyką gospodarską poszukuje miejsca. Oferty pod literami K. N. odbiera powyższe redakcja. Zwieźl. (187-6) xyxy=(1374,750,1578,822)
classified-ad xyxy=(1374,644,1578,740)
classified-ad xyxy=(1374,1118,1578,1199)
ad-text: Brzeziny, na Podolu, morg 1,000 ze wszystkiemi zabudowaniami w dobrym stanie, rzeką, krowy, mleko, gospodarczy inwentarz. Wiadomość o bliższych szczegółach w Warszawie, w biurze Bank Gospodarstwa. (203-1) xyxy=(1374,1763,1579,1866)
ad-lead: Rządca xyxy=(1374,648,1430,664)
right-column-4 xyxy=(1591,104,1803,2010)
item-text: Kochające lud i pragnące jego dobra z pociechą, takiej podobnie notować przychodzi. Wobec takich przy- xyxy=(490,1595,692,1652)
header-rule xyxy=(939,97,1794,98)
item-text: Od d-ra Z. Płużańskiego otrzymujemy następujące pismo: „W Nr. 15 gazety „Głos“ z r. b., pomieszczona została korespondencja z Radomia, w przedmiocie kasy chorych przy fabryce p. Wickenhagena. xyxy=(51,1284,259,1387)
column-divider xyxy=(1584,104,1585,1418)
classified-ad xyxy=(1591,636,1794,776)
